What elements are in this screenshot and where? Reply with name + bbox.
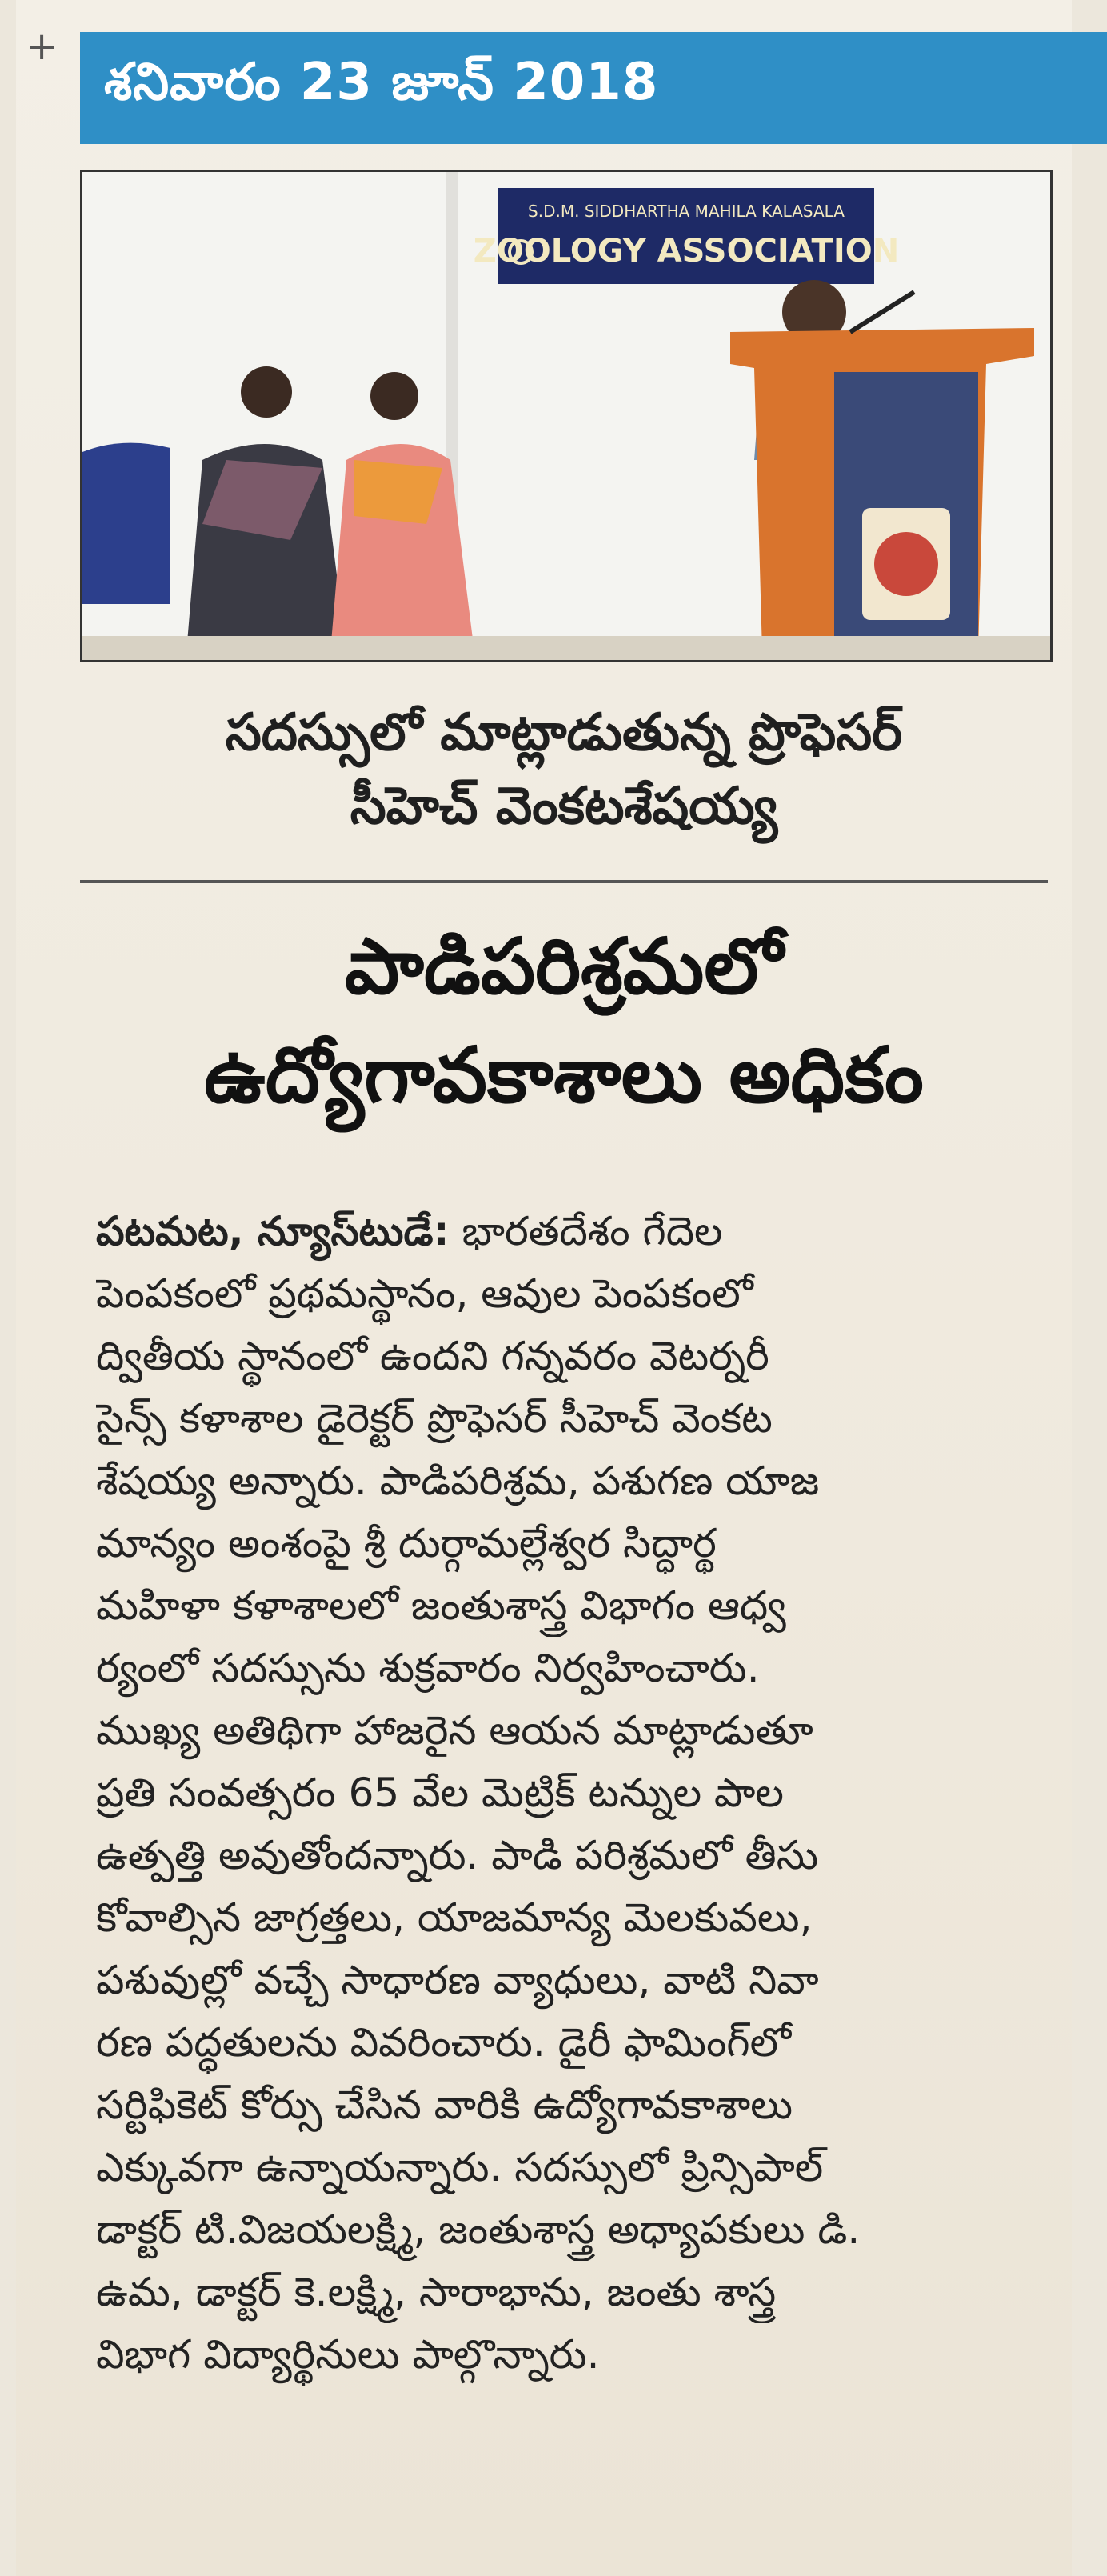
article-line: డాక్టర్ టి.విజయలక్ష్మి, జంతుశాస్త్ర అధ్యాపకులు డి.: [96, 2206, 861, 2253]
article-line: సర్టిఫికెట్ కోర్సు చేసిన వారికి ఉద్యోగావకాశాలు: [96, 2082, 793, 2128]
article-line: శేషయ్య అన్నారు. పాడిపరిశ్రమ, పశుగణ యాజ: [96, 1458, 820, 1504]
date-banner: [80, 32, 1107, 144]
date-text: శనివారం 23 జూన్ 2018: [104, 52, 659, 112]
crop-mark-icon: +: [26, 24, 58, 69]
article-line: [96, 1200, 1032, 1262]
chair-icon: [82, 443, 170, 604]
dateline: పటమట, న్యూస్‌టుడే:: [96, 1208, 450, 1254]
article-line: విభాగ విద్యార్థినులు పాల్గొన్నారు.: [96, 2331, 600, 2378]
article-line: సైన్స్ కళాశాల డైరెక్టర్ ప్రొఫెసర్ సీహెచ్ వెంకట: [96, 1395, 773, 1442]
article-line: కోవాల్సిన జాగ్రత్తలు, యాజమాన్య మెలకువలు,: [96, 1894, 813, 1941]
article-line: రణ పద్ధతులను వివరించారు. డైరీ ఫామింగ్‌లో: [96, 2019, 792, 2066]
headline-line-1: పాడిపరిశ్రమలో: [344, 922, 784, 1011]
article-line: ద్వితీయ స్థానంలో ఉందని గన్నవరం వెటర్నరీ: [96, 1333, 769, 1379]
article-line: ఉమ, డాక్టర్ కె.లక్ష్మి, సారాభాను, జంతు శాస్త్ర: [96, 2269, 777, 2315]
caption-line-1: సదస్సులో మాట్లాడుతున్న ప్రొఫెసర్: [225, 703, 903, 762]
event-photo-illustration: [82, 172, 1050, 660]
article-body: [96, 1200, 1032, 2386]
article-line: ప్రతి సంవత్సరం 65 వేల మెట్రిక్ టన్నుల పాల: [96, 1770, 784, 1816]
photo-caption: [80, 696, 1048, 843]
article-line-text: భారతదేశం గేదెల: [462, 1208, 723, 1254]
event-photo: [80, 170, 1053, 662]
divider: [80, 880, 1048, 883]
headline-line-2: ఉద్యోగావకాశాలు అధికం: [204, 1030, 924, 1120]
article-line: పెంపకంలో ప్రథమస్థానం, ఆవుల పెంపకంలో: [96, 1270, 753, 1317]
caption-line-2: సీహెచ్ వెంకటశేషయ్య: [350, 777, 778, 836]
article-line: మహిళా కళాశాలలో జంతుశాస్త్ర విభాగం ఆధ్వ: [96, 1582, 786, 1629]
article-line: పశువుల్లో వచ్చే సాధారణ వ్యాధులు, వాటి నివా: [96, 1957, 819, 2003]
article-line: ర్యంలో సదస్సును శుక్రవారం నిర్వహించారు.: [96, 1645, 760, 1691]
article-line: ముఖ్య అతిథిగా హాజరైన ఆయన మాట్లాడుతూ: [96, 1707, 813, 1754]
article-headline: [80, 912, 1048, 1130]
article-line: మాన్యం అంశంపై శ్రీ దుర్గామల్లేశ్వర సిద్ధార్థ: [96, 1520, 717, 1566]
banner-line1: S.D.M. SIDDHARTHA MAHILA KALASALA: [528, 202, 845, 221]
article-line: ఎక్కువగా ఉన్నాయన్నారు. సదస్సులో ప్రిన్సిపాల్: [96, 2144, 824, 2190]
banner-line2: ZOOLOGY ASSOCIATION: [473, 233, 900, 270]
article-line: ఉత్పత్తి అవుతోందన్నారు. పాడి పరిశ్రమలో తీసు: [96, 1832, 819, 1878]
